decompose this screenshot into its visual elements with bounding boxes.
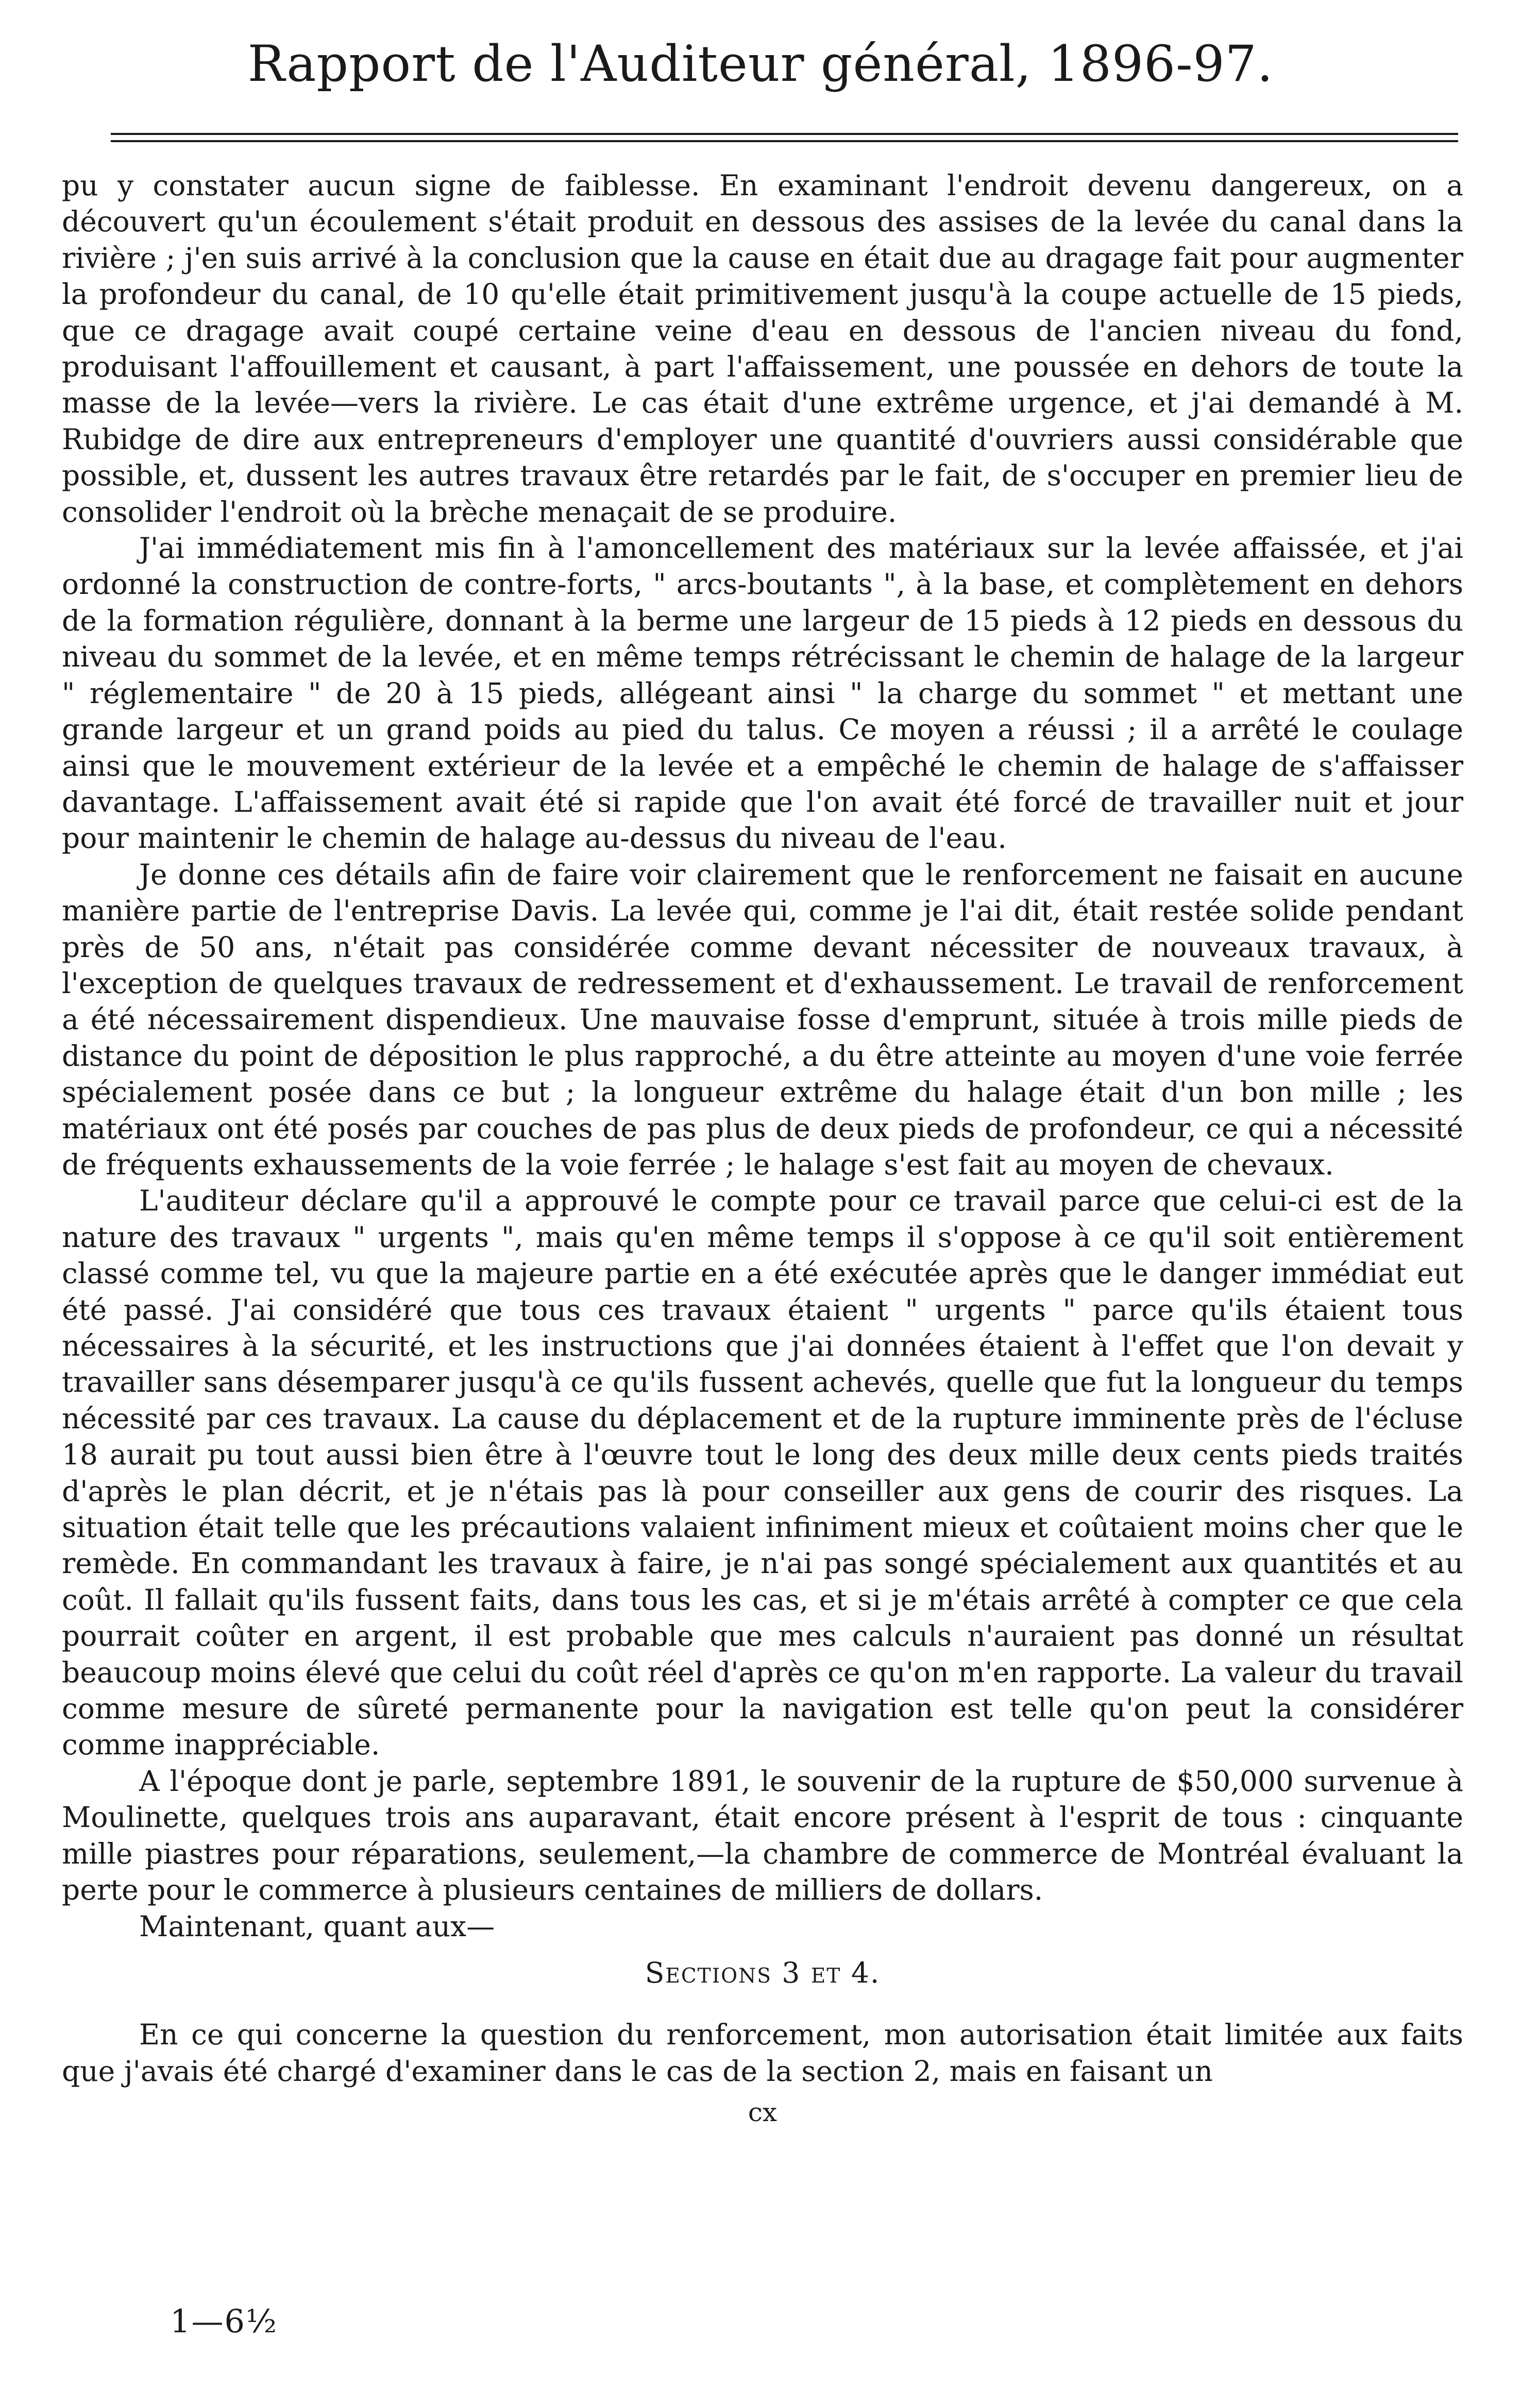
paragraph: J'ai immédiatement mis fin à l'amoncellement des matériaux sur la levée affaissée, et j'ai ordonné la construction de contre-forts, " arcs-boutants ", à la base, et complètement en dehors de la formation régulière, donnant à la berme une largeur de 15 pieds à 12 pieds en dessous du niveau du sommet de la levée, et en même temps rétrécissant le chemin de halage de la largeur " réglementaire " de 20 à 15 pieds, allégeant ainsi " la charge du sommet " et mettant une grande largeur et un grand poids au pied du talus. Ce moyen a réussi ; il a arrêté le coulage ainsi que le mouvement extérieur de la levée et a empêché le chemin de halage de s'affaisser davantage. L'affaissement avait été si rapide que l'on avait été forcé de travailler nuit et jour pour maintenir le chemin de halage au-dessus du niveau de l'eau. (62, 532, 1463, 855)
section-heading: Sections 3 et 4. (645, 1956, 881, 1989)
header-rule-bottom (111, 140, 1458, 142)
paragraph: Maintenant, quant aux— (139, 1909, 495, 1943)
body-text (62, 167, 1463, 2131)
paragraph: Je donne ces détails afin de faire voir clairement que le renforcement ne faisait en aucune manière partie de l'entreprise Davis. La levée qui, comme je l'ai dit, était restée solide pendant près de 50 ans, n'était pas considérée comme devant nécessiter de nouveaux travaux, à l'exception de quelques travaux de redressement et d'exhaussement. Le travail de renforcement a été nécessairement dispendieux. Une mauvaise fosse d'emprunt, située à trois mille pieds de distance du point de déposition le plus rapproché, a du être atteinte au moyen d'une voie ferrée spécialement posée dans ce but ; la longueur extrême du halage était d'un bon mille ; les matériaux ont été posés par couches de pas plus de deux pieds de profondeur, ce qui a nécessité de fréquents exhaussements de la voie ferrée ; le halage s'est fait au moyen de chevaux. (62, 858, 1463, 1181)
header-rule-top (111, 133, 1458, 135)
paragraph-continued: pu y constater aucun signe de faiblesse. En examinant l'endroit devenu dangereux, on a découvert qu'un écoulement s'était produit en dessous des assises de la levée du canal dans la rivière ; j'en suis arrivé à la conclusion que la cause en était due au dragage fait pour augmenter la profondeur du canal, de 10 qu'elle était primitivement jusqu'à la coupe actuelle de 15 pieds, que ce dragage avait coupé certaine veine d'eau en dessous de l'ancien niveau du fond, produisant l'affouillement et causant, à part l'affaissement, une poussée en dehors de toute la masse de la levée—vers la rivière. Le cas était d'une extrême urgence, et j'ai demandé à M. Rubidge de dire aux entrepreneurs d'employer une quantité d'ouvriers aussi considérable que possible, et, dussent les autres travaux être retardés par le fait, de s'occuper en premier lieu de consolider l'endroit où la brèche menaçait de se produire. (62, 169, 1463, 528)
page-header: Rapport de l'Auditeur général, 1896-97. (247, 35, 1274, 93)
paragraph: A l'époque dont je parle, septembre 1891, le souvenir de la rupture de $50,000 survenue à Moulinette, quelques trois ans auparavant, était encore présent à l'esprit de tous : cinquante mille piastres pour réparations, seulement,—la chambre de commerce de Montréal évaluant la perte pour le commerce à plusieurs centaines de milliers de dollars. (62, 1764, 1463, 1907)
signature-mark: 1—6½ (170, 2302, 278, 2340)
paragraph: En ce qui concerne la question du renforcement, mon autorisation était limitée aux faits que j'avais été chargé d'examiner dans le cas de la section 2, mais en faisant un (62, 2018, 1463, 2088)
page-number: cx (748, 2097, 778, 2128)
paragraph: L'auditeur déclare qu'il a approuvé le compte pour ce travail parce que celui-ci est de la nature des travaux " urgents ", mais qu'en même temps il s'oppose à ce qu'il soit entièrement classé comme tel, vu que la majeure partie en a été exécutée après que le danger immédiat eut été passé. J'ai considéré que tous ces travaux étaient " urgents " parce qu'ils étaient tous nécessaires à la sécurité, et les instructions que j'ai données étaient à l'effet que l'on devait y travailler sans désemparer jusqu'à ce qu'ils fussent achevés, quelle que fut la longueur du temps nécessité par ces travaux. La cause du déplacement et de la rupture imminente près de l'écluse 18 aurait pu tout aussi bien être à l'œuvre tout le long des deux mille deux cents pieds traités d'après le plan décrit, et je n'étais pas là pour conseiller aux gens de courir des risques. La situation était telle que les précautions valaient infiniment mieux et coûtaient moins cher que le remède. En commandant les travaux à faire, je n'ai pas songé spécialement aux quantités et au coût. Il fallait qu'ils fussent faits, dans tous les cas, et si je m'étais arrêté à compter ce que cela pourrait coûter en argent, il est probable que mes calculs n'auraient pas donné un résultat beaucoup moins élevé que celui du coût réel d'après ce qu'on m'en rapporte. La valeur du travail comme mesure de sûreté permanente pour la navigation est telle qu'on peut la considérer comme inappréciable. (62, 1184, 1463, 1762)
